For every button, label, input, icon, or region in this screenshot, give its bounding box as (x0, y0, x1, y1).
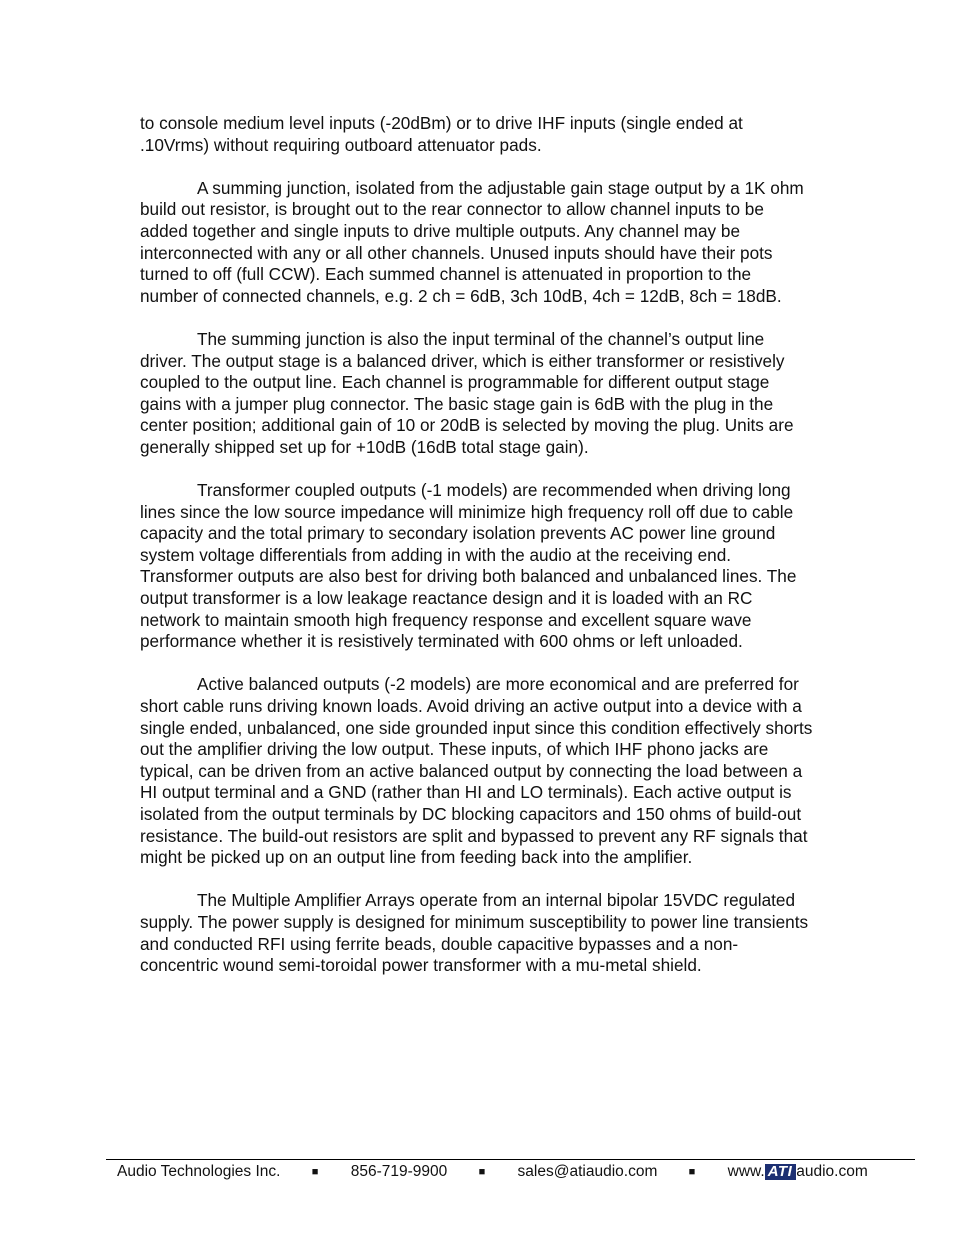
footer-separator-3: ■ (688, 1166, 696, 1179)
paragraph-2: A summing junction, isolated from the adjustable gain stage output by a 1K ohm build out resistor, is brought out to the rear connector to allow channel inputs to be added together and single inputs to drive multiple outputs. Any channel may be interconnected with any or all other channels. Unused inputs should have their pots turned to off (full CCW). Each summed channel is attenuated in proportion to the number of connected channels, e.g. 2 ch = 6dB, 3ch 10dB, 4ch = 12dB, 8ch = 18dB. (140, 177, 804, 306)
footer-divider (106, 1159, 915, 1160)
footer-email[interactable]: sales@atiaudio.com (517, 1163, 658, 1181)
footer-separator-1: ■ (311, 1166, 319, 1179)
footer-separator-2: ■ (478, 1166, 486, 1179)
footer-web-prefix: www. (727, 1163, 765, 1180)
body-text (140, 113, 814, 998)
page-footer (117, 1162, 907, 1182)
footer-phone: 856-719-9900 (350, 1163, 448, 1181)
paragraph-1: to console medium level inputs (-20dBm) or to drive IHF inputs (single ended at .10Vrms) without requiring outboard attenuator pads. (140, 113, 743, 155)
paragraph-4: Transformer coupled outputs (-1 models) are recommended when driving long lines since the low source impedance will minimize high frequency roll off due to cable capacity and the total primary to secondary isolation prevents AC power line ground system voltage differentials from adding in with the audio at the receiving end. Transformer outputs are also best for driving both balanced and unbalanced lines. The output transformer is a low leakage reactance design and it is loaded with an RC network to maintain smooth high frequency response and excellent square wave performance whether it is resistively terminated with 600 ohms or left unloaded. (140, 480, 797, 652)
paragraph-5: Active balanced outputs (-2 models) are more economical and are preferred for short cable runs driving known loads. Avoid driving an active output into a device with a single ended, unbalanced, one side grounded input since this condition effectively shorts out the amplifier driving the low output. These inputs, of which IHF phono jacks are typical, can be driven from an active balanced output by connecting the load between a HI output terminal and a GND (rather than HI and LO terminals). Each active output is isolated from the output terminals by DC blocking capacitors and 150 ohms of build-out resistance. The build-out resistors are split and bypassed to prevent any RF signals that might be picked up on an output line from feeding back into the amplifier. (140, 674, 813, 868)
footer-company: Audio Technologies Inc. (117, 1163, 281, 1181)
paragraph-3: The summing junction is also the input terminal of the channel’s output line driver. The output stage is a balanced driver, which is either transformer or resistively coupled to the output line. Each channel is programmable for different output stage gains with a jumper plug connector. The basic stage gain is 6dB with the plug in the center position; additional gain of 10 or 20dB is selected by moving the plug. Units are generally shipped set up for +10dB (16dB total stage gain). (140, 328, 794, 457)
paragraph-6: The Multiple Amplifier Arrays operate from an internal bipolar 15VDC regulated supply. The power supply is designed for minimum susceptibility to power line transients and conducted RFI using ferrite beads, double capacitive bypasses and a non-concentric wound semi-toroidal power transformer with a mu-metal shield. (140, 890, 809, 976)
footer-web-suffix: audio.com (796, 1163, 868, 1180)
ati-logo: ATI (765, 1164, 797, 1180)
footer-website[interactable] (728, 1162, 868, 1182)
